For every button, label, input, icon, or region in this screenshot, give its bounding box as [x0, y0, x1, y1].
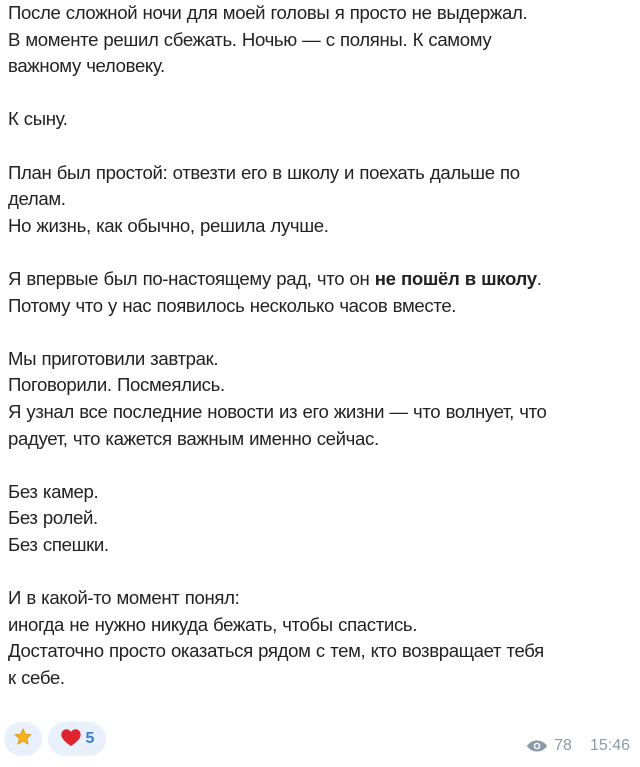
text-line: Достаточно просто оказаться рядом с тем, кто возвращает тебя	[8, 640, 544, 662]
text-line: важному человеку.	[8, 55, 165, 77]
text-segment: Я впервые был по-настоящему рад, что он	[8, 267, 375, 289]
reactions-bar	[4, 722, 106, 756]
paragraph-gap	[8, 452, 636, 479]
text-line: к себе.	[8, 666, 65, 688]
text-line: План был простой: отвезти его в школу и поехать дальше по	[8, 161, 520, 183]
text-line: иногда не нужно никуда бежать, чтобы спастись.	[8, 613, 418, 635]
reaction-star-button[interactable]	[4, 722, 42, 756]
paragraph-gap	[8, 133, 636, 160]
message-meta	[526, 737, 630, 755]
text-line: Без ролей.	[8, 507, 98, 529]
eye-icon	[526, 739, 548, 753]
text-segment: .	[536, 267, 542, 289]
text-line: Мы приготовили завтрак.	[8, 347, 219, 369]
paragraph-gap	[8, 319, 636, 346]
message-text	[4, 0, 636, 691]
text-line: Без спешки.	[8, 533, 109, 555]
message-bubble	[4, 0, 636, 691]
paragraph-gap	[8, 80, 636, 107]
text-line: Поговорили. Посмеялись.	[8, 374, 225, 396]
bold-text-segment: не пошёл в школу	[374, 267, 537, 289]
text-line: И в какой-то момент понял:	[8, 587, 240, 609]
text-line: После сложной ночи для моей головы я просто не выдержал.	[8, 2, 528, 23]
views-count: 78	[554, 737, 572, 754]
text-line: Я узнал все последние новости из его жизни — что волнует, что	[8, 400, 547, 422]
star-icon	[13, 727, 33, 752]
reaction-heart-button[interactable]	[48, 722, 106, 756]
text-line: Но жизнь, как обычно, решила лучше.	[8, 214, 329, 236]
text-line: В моменте решил сбежать. Ночью — с поляны. К самому	[8, 28, 492, 50]
text-line: К сыну.	[8, 108, 68, 130]
message-time: 15:46	[589, 737, 630, 754]
paragraph-gap	[8, 558, 636, 585]
text-line: Без камер.	[8, 480, 99, 502]
reaction-count: 5	[85, 730, 95, 747]
paragraph-gap	[8, 239, 636, 266]
text-line: радует, что кажется важным именно сейчас.	[8, 427, 379, 449]
text-line	[8, 266, 636, 293]
text-line: делам.	[8, 188, 66, 210]
heart-icon	[60, 727, 82, 752]
text-line: Потому что у нас появилось несколько часов вместе.	[8, 294, 457, 316]
